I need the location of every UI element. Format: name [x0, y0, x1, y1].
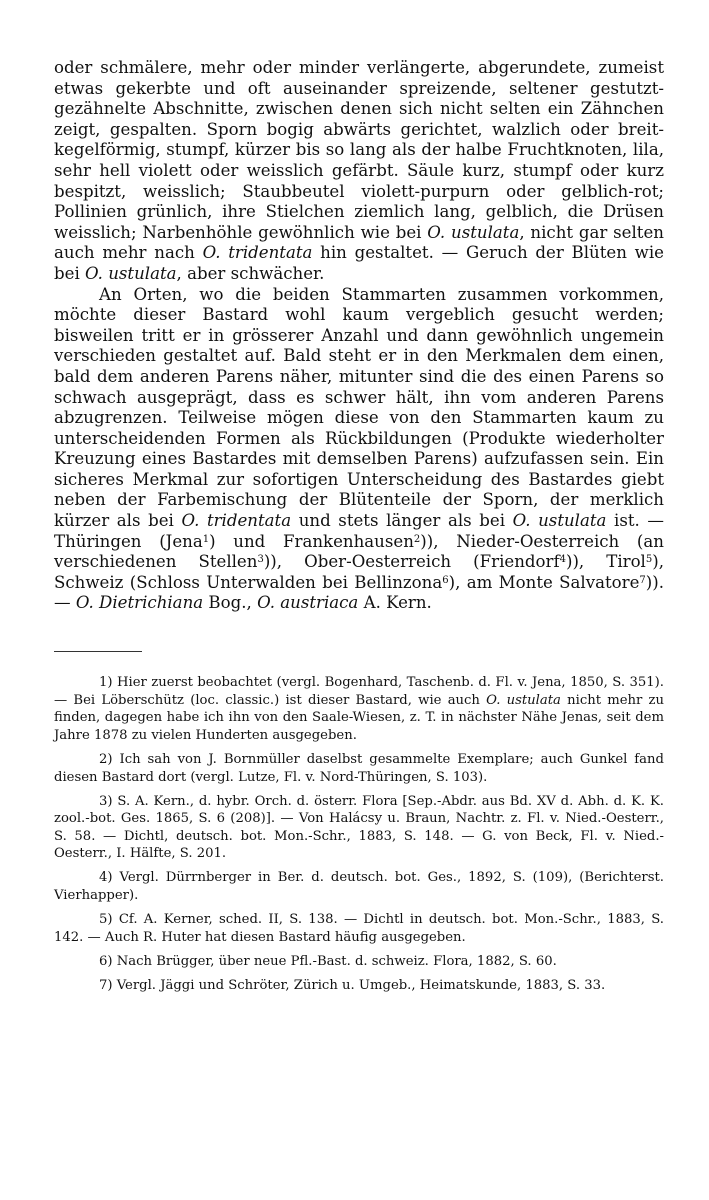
species-name: O. ustulata — [486, 692, 561, 708]
paragraph-2 — [54, 285, 664, 615]
footnote-7 — [54, 977, 664, 995]
footnote-1 — [54, 674, 664, 744]
text-run: ), Schweiz (Schloss Unterwalden bei Bellinzona — [54, 552, 664, 592]
text-run: 5) Cf. A. Kerner, sched. II, S. 138. — Dichtl in deutsch. bot. Mon.-Schr., 1883, S. 142. — Auch R. Huter hat diesen Bastard häufig ausgegeben. — [54, 912, 664, 945]
species-name: O. tridentata — [202, 243, 313, 263]
text-run: oder schmälere, mehr oder minder verlängerte, abgerundete, zumeist etwas gekerbte und oft auseinander spreizende, seltener gestutzt-gezähnelte Abschnitte, zwischen denen sich nicht selten ein Zähnchen zeigt, gespalten. Sporn bogig abwärts gerichtet, walzlich oder breit-kegelförmig, stumpf, kürzer bis so lang als der halbe Fruchtknoten, lila, sehr hell violett oder weisslich gefärbt. Säule kurz, stumpf oder kurz bespitzt, weisslich; Staubbeutel violett-purpurn oder gelblich-rot; Pollinien grünlich, ihre Stielchen ziemlich lang, gelblich, die Drüsen weisslich; Narbenhöhle gewöhnlich wie bei — [54, 58, 664, 242]
text-run: 4) Vergl. Dürrnberger in Ber. d. deutsch. bot. Ges., 1892, S. (109), (Berichterst. Vierhapper). — [54, 870, 664, 904]
footnote-ref: 5 — [645, 554, 653, 566]
text-run: ) und Frankenhausen — [209, 531, 414, 551]
text-run: hin gestaltet. — Geruch der Blüten wie bei — [54, 243, 664, 283]
species-name: O. austriaca — [257, 593, 359, 613]
footnote-5 — [54, 911, 664, 946]
text-run: Bog., — [203, 593, 258, 613]
footnote-ref: 2 — [413, 533, 421, 545]
footnote-ref: 1 — [202, 533, 210, 545]
text-run: 7) Vergl. Jäggi und Schröter, Zürich u. Umgeb., Heimatskunde, 1883, S. 33. — [99, 977, 606, 993]
text-run: , aber schwächer. — [176, 263, 325, 283]
footnote-ref: 7 — [639, 574, 646, 586]
text-run: A. Kern. — [358, 593, 432, 613]
footnote-4 — [54, 869, 664, 904]
species-name: O. ustulata — [427, 222, 520, 242]
text-run: )). — — [54, 572, 665, 613]
species-name: O. tridentata — [181, 511, 292, 531]
text-run: )), Tirol — [565, 552, 646, 572]
text-run: ist. — Thüringen (Jena — [54, 511, 664, 551]
species-name: O. Dietrichiana — [75, 593, 204, 613]
text-run: )), Nieder-Oesterreich (an verschiedenen Stellen — [54, 531, 664, 572]
footnote-2 — [54, 751, 664, 786]
species-name: O. ustulata — [512, 511, 607, 531]
text-run: , nicht gar selten auch mehr nach — [54, 222, 664, 263]
footnote-6 — [54, 953, 664, 971]
footnote-3 — [54, 793, 664, 863]
footnote-ref: 4 — [559, 554, 566, 566]
page — [54, 58, 664, 1001]
text-run: 6) Nach Brügger, über neue Pfl.-Bast. d. schweiz. Flora, 1882, S. 60. — [99, 953, 557, 969]
text-run: )), Ober-Oesterreich (Friendorf — [263, 552, 560, 572]
text-run: 1) Hier zuerst beobachtet (vergl. Bogenhard, Taschenb. d. Fl. v. Jena, 1850, S. 351). — Bei Löberschütz (loc. classic.) ist dieser Bastard, wie auch — [54, 675, 664, 708]
footnote-ref: 6 — [442, 574, 449, 586]
paragraph-1 — [54, 58, 664, 285]
text-run: nicht mehr zu finden, dagegen habe ich ihn von den Saale-Wiesen, z. T. in nächster Nähe Jenas, seit dem Jahre 1878 zu vielen Hunderten ausgegeben. — [54, 692, 665, 743]
text-run: 3) S. A. Kern., d. hybr. Orch. d. österr. Flora [Sep.-Abdr. aus Bd. XV d. Abh. d. K. K. zool.-bot. Ges. 1865, S. 6 (208)]. — Von Halácsy u. Braun, Nachtr. z. Fl. v. Nied.-Oesterr., S. 58. — Dichtl, deutsch. bot. Mon.-Schr., 1883, S. 148. — G. von Beck, Fl. v. Nied.-Oesterr., I. Hälfte, S. 201. — [54, 793, 664, 862]
species-name: O. ustulata — [85, 263, 177, 283]
main-text — [54, 58, 664, 614]
footnote-ref: 3 — [257, 554, 264, 566]
text-run: An Orten, wo die beiden Stammarten zusammen vorkommen, möchte dieser Bastard wohl kaum vergeblich gesucht werden; bisweilen tritt er in grösserer Anzahl und dann gewöhnlich ungemein verschieden gestaltet auf. Bald steht er in den Merkmalen dem einen, bald dem anderen Parens näher, mitunter sind die des einen Parens so schwach ausgeprägt, dass es schwer hält, ihn vom anderen Parens abzugrenzen. Teilweise mögen diese von den Stammarten kaum zu unterscheidenden Formen als Rückbildungen (Produkte wiederholter Kreuzung eines Bastardes mit demselben Parens) aufzufassen sein. Ein sicheres Merkmal zur sofortigen Unterscheidung des Bastardes giebt neben der Farbemischung der Blütenteile der Sporn, der merklich kürzer als bei — [54, 284, 664, 531]
text-run: 2) Ich sah von J. Bornmüller daselbst gesammelte Exemplare; auch Gunkel fand diesen Bastard dort (vergl. Lutze, Fl. v. Nord-Thüringen, S. 103). — [54, 751, 664, 785]
text-run: ), am Monte Salvatore — [448, 572, 640, 592]
footnote-separator — [54, 651, 142, 652]
footnotes — [54, 674, 664, 995]
text-run: und stets länger als bei — [291, 511, 513, 531]
